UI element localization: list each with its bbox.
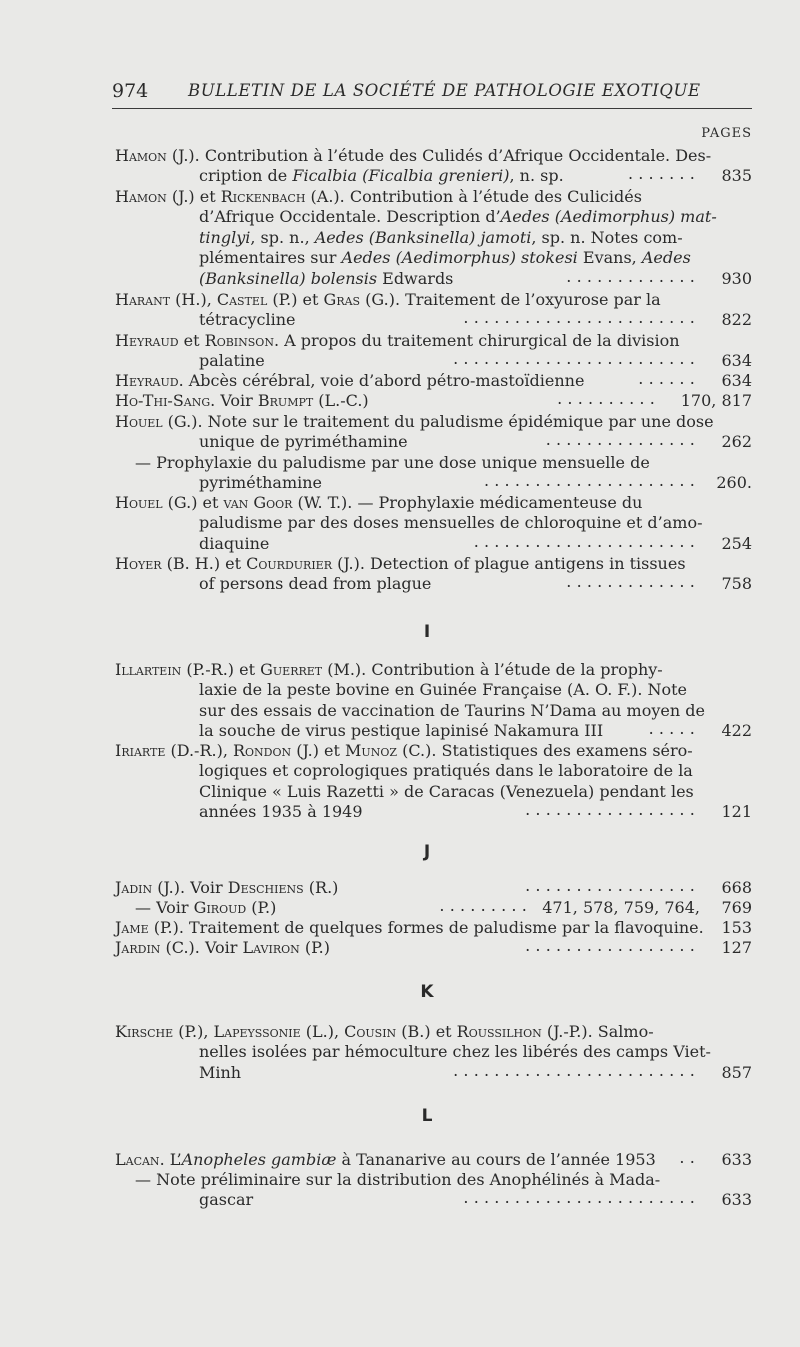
index-entry: — Voir Giroud (P.) ......... 471, 578, 759, 764, 769 [135, 895, 752, 917]
page-reference: 857 [721, 1062, 752, 1082]
page-reference: 127 [721, 938, 752, 957]
page-reference: 121 [721, 802, 752, 822]
section-letter-i: I [423, 622, 431, 642]
page-reference: 170, 817 [680, 391, 752, 410]
page-reference: 633 [721, 1150, 752, 1169]
index-entry: Illartein (P.-R.) et Guerret (M.). Contribution à l’étude de la prophy- laxie de la peste bovine en Guinée Française (A. O. F.). Note sur des essais de vaccination de Taurins N’Dama au moyen de la souche de virus pestique lapinisé Nakamura III ..... 422 [115, 660, 752, 741]
index-entry: Heyraud. Abcès cérébral, voie d’abord pétro-mastoïdienne ...... 634 [115, 368, 752, 390]
section-letter-l: L [421, 1106, 433, 1126]
index-entry: Jardin (C.). Voir Laviron (P.) ................. 127 [115, 935, 752, 957]
page-reference: 769 [721, 898, 752, 917]
page-reference: 668 [721, 878, 752, 897]
section-letter-k: K [420, 982, 434, 1002]
page-reference: 262 [721, 432, 752, 452]
index-entry: Harant (H.), Castel (P.) et Gras (G.). Traitement de l’oxyurose par la tétracycline ....................... 822 [115, 290, 752, 330]
index-entry: Houel (G.). Note sur le traitement du paludisme épidémique par une dose unique de pyriméthamine ............... 262 [115, 412, 752, 452]
page-reference: 634 [721, 351, 752, 371]
page-number: 974 [112, 80, 149, 102]
index-entry: Lacan. L’Anopheles gambiæ à Tananarive au cours de l’année 1953 .. 633 [115, 1147, 752, 1169]
index-entry: Hamon (J.) et Rickenbach (A.). Contribution à l’étude des Culicidés d’Afrique Occidentale. Description d’Aedes (Aedimorphus) mat- tinglyi, sp. n., Aedes (Banksinella) jamoti, sp. n. Notes com- plémentaires sur Aedes (Aedimorphus) stokesi Evans, Aedes (Banksinella) bolensis Edwards ............. 930 [115, 187, 752, 288]
index-entry: Jadin (J.). Voir Deschiens (R.) ................. 668 [115, 875, 752, 897]
index-entry: Heyraud et Robinson. A propos du traitement chirurgical de la division palatine ........................ 634 [115, 331, 752, 371]
index-entry: Hamon (J.). Contribution à l’étude des Culidés d’Afrique Occidentale. Des- cription de Ficalbia (Ficalbia grenieri), n. sp. ....... 835 [115, 146, 752, 186]
page-reference: 260. [716, 473, 752, 493]
page-reference: 422 [721, 721, 752, 741]
page-reference: 835 [721, 166, 752, 186]
header-rule [112, 108, 752, 109]
page-reference: 634 [721, 371, 752, 390]
index-entry: — Prophylaxie du paludisme par une dose unique mensuelle de pyriméthamine ..................... 260. [135, 453, 752, 493]
index-entry: Jame (P.). Traitement de quelques formes de paludisme par la flavoquine. 153 [115, 918, 752, 937]
index-entry: — Note préliminaire sur la distribution des Anophélinés à Mada- gascar ....................... 633 [135, 1170, 752, 1210]
page-header [112, 80, 752, 104]
page-reference: 822 [721, 310, 752, 330]
page-reference: 254 [721, 533, 752, 553]
page-reference: 153 [721, 918, 752, 937]
section-letter-j: J [423, 842, 431, 862]
page-reference: 930 [721, 268, 752, 288]
index-entry: Hoyer (B. H.) et Courdurier (J.). Detection of plague antigens in tissues of persons dead from plague ............. 758 [115, 554, 752, 594]
pages-column-label: PAGES [701, 126, 752, 141]
index-entry: Kirsche (P.), Lapeyssonie (L.), Cousin (B.) et Roussilhon (J.-P.). Salmo- nelles isolées par hémoculture chez les libérés des camps Viet- Minh ........................ 857 [115, 1022, 752, 1082]
index-entry: Iriarte (D.-R.), Rondon (J.) et Munoz (C.). Statistiques des examens séro- logiques et coprologiques pratiqués dans le laboratoire de la Clinique « Luis Razetti » de Caracas (Venezuela) pendant les années 1935 à 1949 ................. 121 [115, 741, 752, 822]
running-title: BULLETIN DE LA SOCIÉTÉ DE PATHOLOGIE EXOTIQUE [188, 81, 701, 100]
index-entry: Houel (G.) et van Goor (W. T.). — Prophylaxie médicamenteuse du paludisme par des doses mensuelles de chloroquine et d’amo- diaquine ...................... 254 [115, 493, 752, 553]
page-reference: 758 [721, 574, 752, 594]
page-reference: 633 [721, 1190, 752, 1210]
index-entry: Ho-Thi-Sang. Voir Brumpt (L.-C.) .......... 170, 817 [115, 388, 752, 410]
